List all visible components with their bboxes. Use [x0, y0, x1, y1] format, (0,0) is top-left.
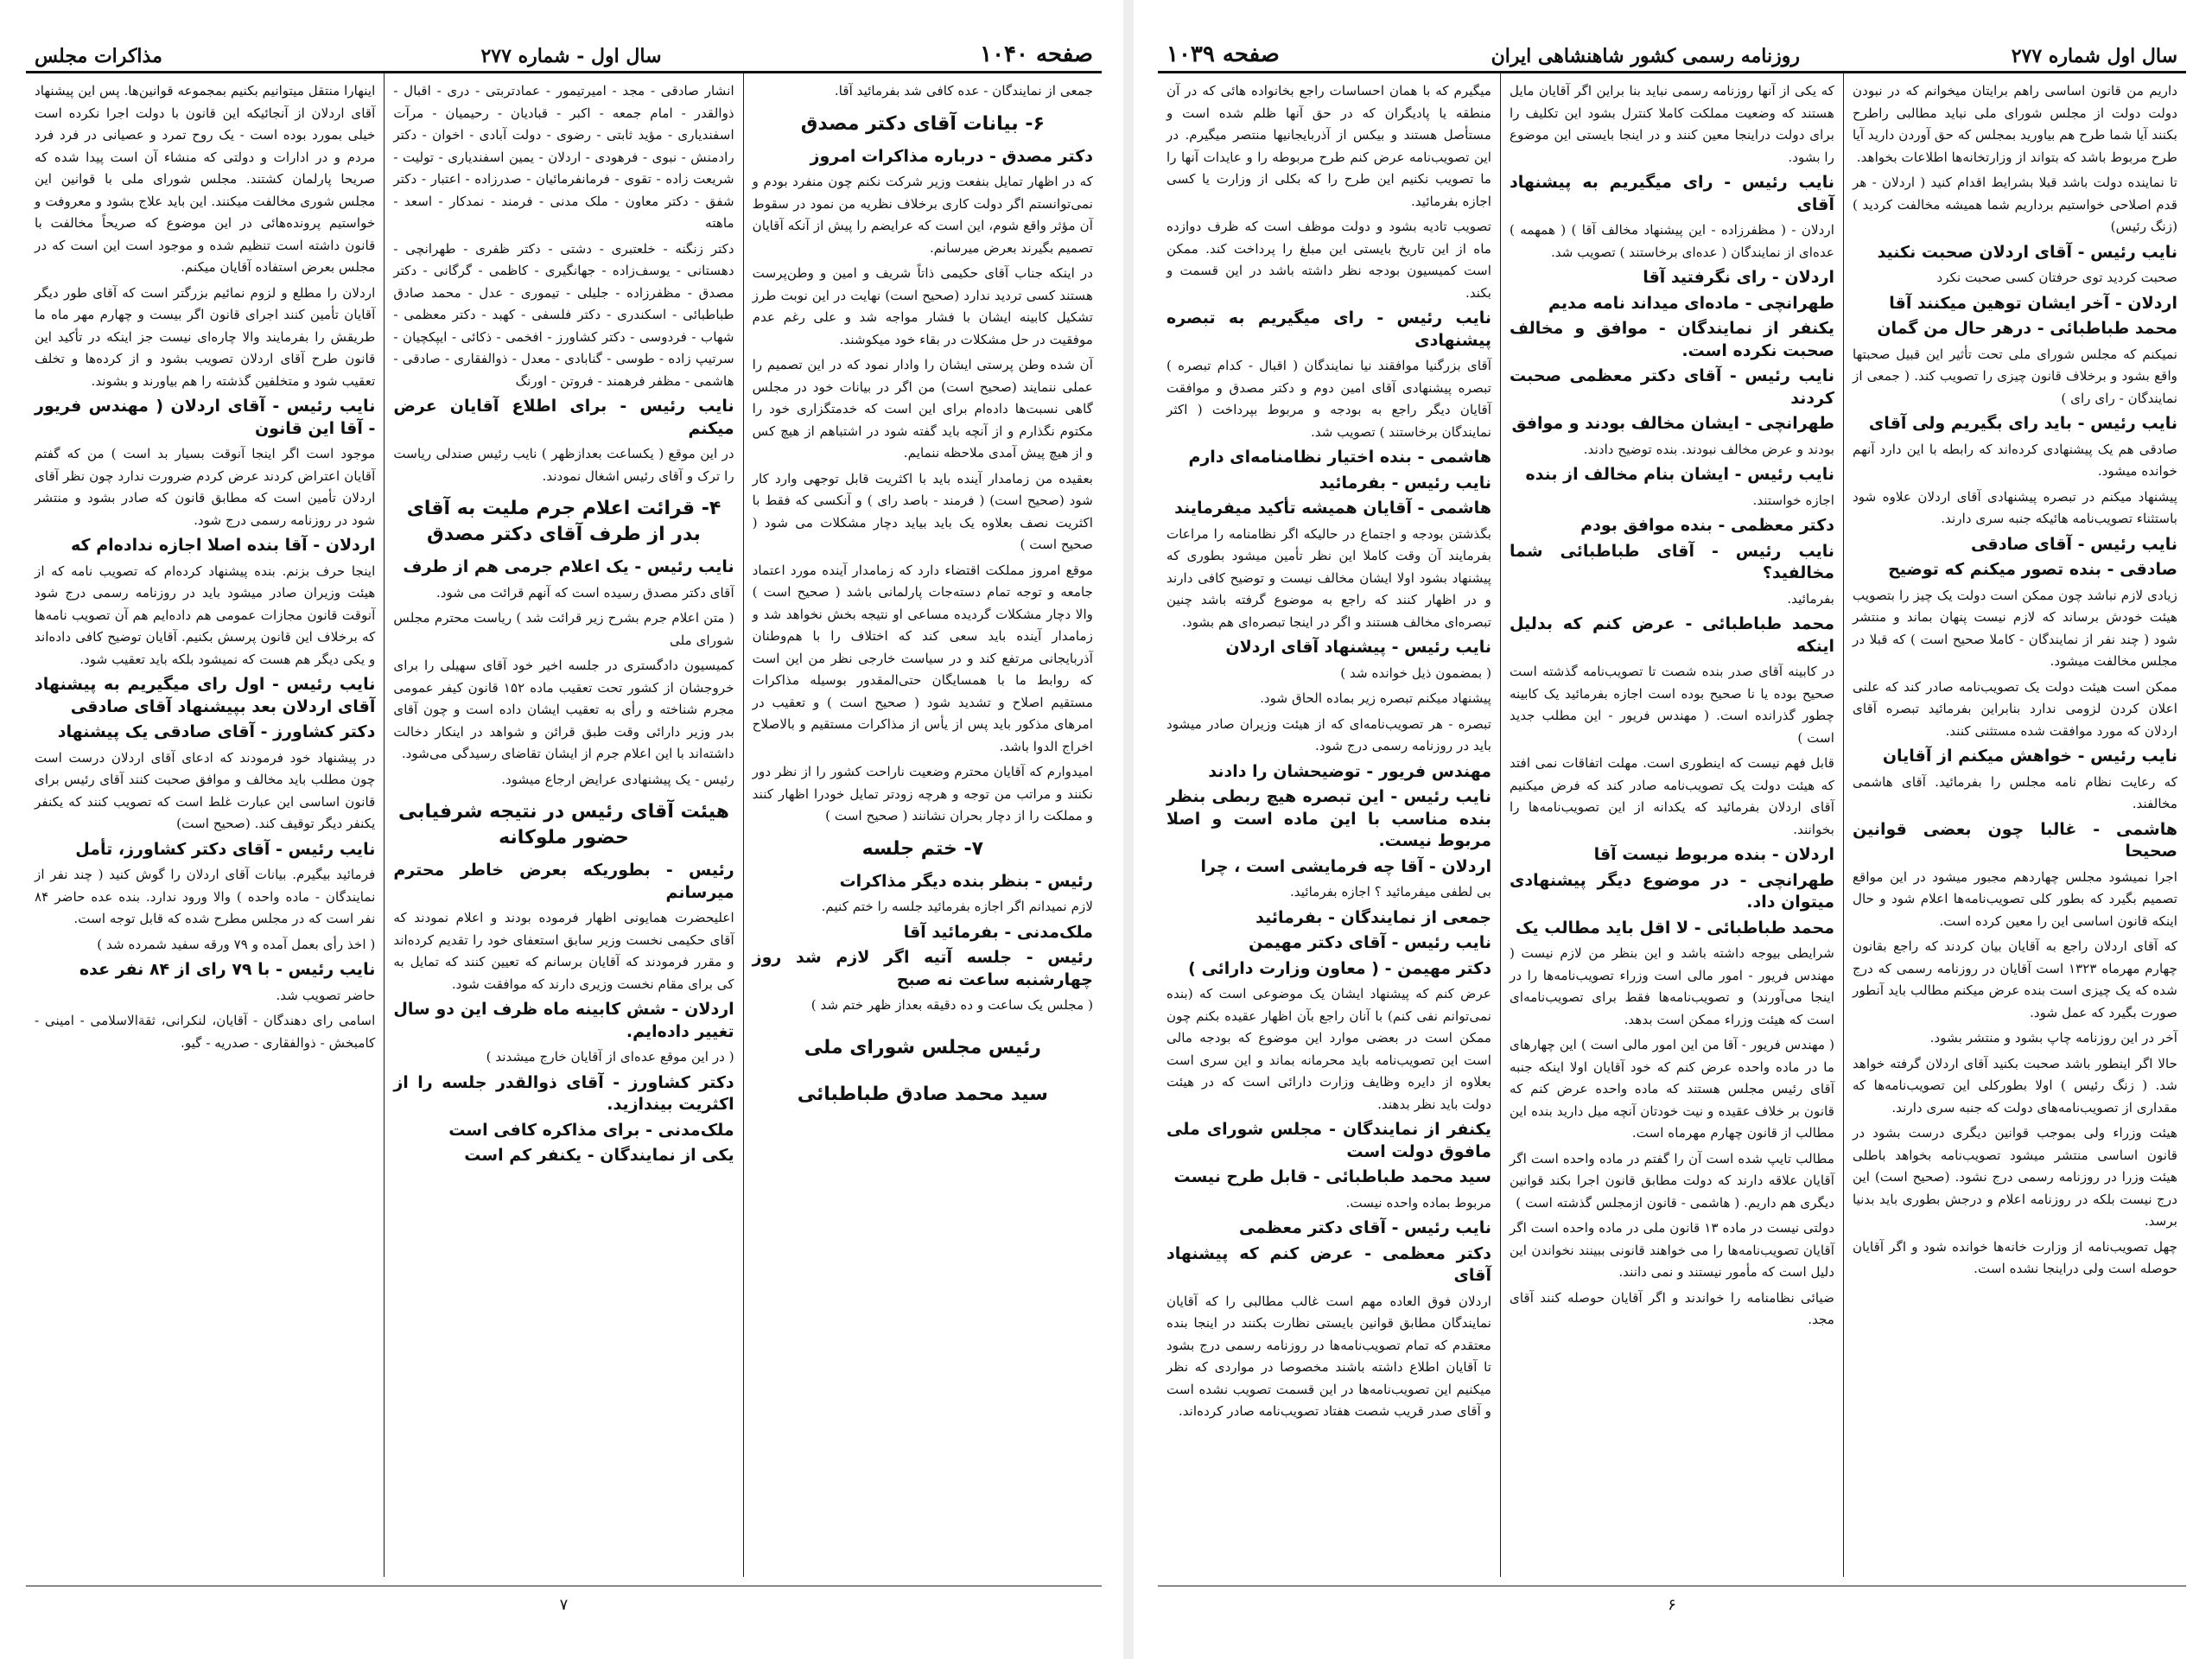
text-paragraph: عرض کنم که پیشنهاد ایشان یک موضوعی است که (بنده نمی‌توانم نفی کنم) با آنان راجع بآن اظهار عقیده بکنم چون ممکن است در بعضی موارد این موضوع که بودجه مالی است این تصویب‌نامه باید محرمانه بماند و این سری است بعلاوه از دایره وظایف وزارت دارائی است که در هیئت دولت باید نظر بدهند.: [1166, 986, 1491, 1112]
text-paragraph: میگیرم که با همان احساسات راجع بخانواده هائی که در آن منطقه یا پادیگران که در حق آنها ظلم شده است و مستأصل هستند و بیکس از آذربایجانیها منتصر میگیرم. در این تصویب‌نامه عرض کنم طرح مربوطه را و عایدات آنها را ما تصویب نکنیم این طرح را که بکلی از وزارت یا کسی اجازه بفرمائید.: [1166, 83, 1491, 209]
text-paragraph: مربوط بماده واحده نیست.: [1345, 1194, 1491, 1211]
speaker-paragraph: دکتر معظمی - عرض کنم که پیشنهاد آقای: [1166, 1243, 1491, 1285]
text-paragraph: آقای دکتر مصدق رسیده است که آنهم قرائت می شود.: [435, 584, 734, 601]
columns: [26, 73, 1102, 1577]
section-heading: ۴- قرائت اعلام جرم ملیت به آقای بدر از طرف آقای دکتر مصدق: [406, 498, 721, 545]
text-paragraph: لازم نمیدانم اگر اجازه بفرمائید جلسه را ختم کنیم.: [821, 899, 1093, 914]
speaker-paragraph: هاشمی - بنده اختیار نظامنامه‌ای دارم: [1188, 448, 1491, 467]
text-paragraph: اردلان - ( مظفرزاده - این پیشنهاد مخالف آقا ) ( همهمه ) عده‌ای از نمایندگان ( عده‌ای برخاستند ) تصویب شد.: [1510, 222, 1834, 260]
left-page: [26, 35, 1102, 1624]
text-paragraph: بی لطفی میفرمائید ؟ اجازه بفرمائید.: [1289, 884, 1491, 899]
speaker-paragraph: اردلان - آقا چه فرمایشی است ، چرا: [1200, 856, 1491, 876]
speaker-paragraph: نایب رئیس - رای میگیریم به تبصره پیشنهادی: [1166, 308, 1491, 350]
speaker-paragraph: نایب رئیس - بفرمائید: [1319, 473, 1491, 493]
page-footer-number: ۶: [1158, 1586, 2186, 1624]
speaker-paragraph: محمد طباطبائی - درهر حال من گمان: [1877, 319, 2177, 338]
text-paragraph: دولتی نیست در ماده ۱۳ قانون ملی در ماده واحده است اگر آقایان تصویب‌نامه‌ها را می خواهند قانونی ببینند نخواندن این دلیل است که مأمور نیستند و نمی دانند.: [1510, 1220, 1834, 1280]
speaker-paragraph: نایب رئیس - آقای طباطبائی شما مخالفید؟: [1510, 541, 1834, 582]
speaker-paragraph: دکتر کشاورز - آقای صادقی یک پیشنهاد: [57, 722, 376, 741]
text-paragraph: پیشنهاد میکنم تبصره زیر بماده الحاق شود.: [1260, 690, 1491, 706]
issue-label: سال اول شماره ۲۷۷: [2011, 45, 2177, 67]
speaker-paragraph: طهرانچی - ایشان مخالف بودند و موافق: [1511, 414, 1834, 433]
speaker-paragraph: نایب رئیس - برای اطلاع آقایان عرض میکنم: [393, 397, 734, 438]
page-gutter: [1123, 0, 1134, 1659]
text-paragraph: در اینکه جناب آقای حکیمی ذاتاً شریف و امین و وطن‌پرست هستند کسی تردید ندارد (صحیح است) نهایت در این نوبت طرز تشکیل کابینه ایشان با فشار مواجه شد و علی رغم عدم موفقیت در حل مشکلات در بقاء خود میکوشند.: [752, 265, 1093, 347]
speaker-paragraph: هاشمی - غالبا چون بعضی قوانین صحیحا: [1853, 819, 2177, 861]
speaker-paragraph: یکنفر از نمایندگان - مجلس شورای ملی مافوق دولت است: [1166, 1120, 1491, 1161]
text-paragraph: بعقیده من زمامدار آینده باید با اکثریت قابل توجهی وارد کار شود (صحیح است) ( فرمند - باصد رای ) و آنکسی که فقط با اکثریت نصف بعلاوه یک باید بیاید دچار مشکلات می شود ( صحیح است ): [752, 470, 1093, 552]
speaker-paragraph: نایب رئیس - این تبصره هیچ ربطی بنظر بنده مناسب با این ماده است و اصلا مربوط نیست.: [1166, 787, 1491, 850]
text-paragraph: هیئت وزراء ولی بموجب قوانین دیگری درست بشود در قانون اساسی منتشر میشود تصویب‌نامه بخواهد باطلی هیئت وزرا در روزنامه رسمی درج نشود. (صحیح است) این درج نیست بلکه در روزنامه اعلام و درجش بطوری باید بدنیا برسد.: [1853, 1125, 2177, 1229]
text-paragraph: که آقای اردلان راجع به آقایان بیان کردند که راجع بقانون چهارم مهرماه ۱۳۲۳ است آقایان در روزنامه رسمی که درج شده که یک چیزی است بنده عرض میکنم مطالب باید آنطور صورت بگیرد که عمل شود.: [1853, 938, 2177, 1020]
text-paragraph: قابل فهم نیست که اینطوری است. مهلت اتفاقات نمی افتد که هیئت دولت یک تصویب‌نامه صادر کند که فرض میکنیم آقای اردلان بفرمائید که یکدانه از این تصویب‌نامه‌ها را بخوانند.: [1510, 755, 1834, 837]
text-paragraph: جمعی از نمایندگان - عده کافی شد بفرمائید آقا.: [834, 83, 1093, 99]
text-paragraph: اردلان فوق العاده مهم است غالب مطالبی را که آقایان نمایندگان مطابق قوانین بایستی نظارت بکنند در اینجا بنده معتقدم که تمام تصویب‌نامه‌ها در روزنامه رسمی درج بشود تا آقایان اطلاع داشته باشند مخصوصا در مواردی که نظر میکنیم این تصویب‌نامه‌ها در این قسمت تصویب نشده است و آقای صدر قریب شصت هفتاد تصویب‌نامه صادر کرده‌اند.: [1166, 1293, 1491, 1419]
speaker-paragraph: طهرانچی - ماده‌ای میداند نامه مدیم: [1548, 293, 1834, 313]
section-label: مذاکرات مجلس: [35, 45, 162, 67]
text-paragraph: داریم من قانون اساسی راهم برایتان میخوانم که در نبودن دولت دولت از مجلس شورای ملی نباید مطالبی راطرح بکنند آیا شما طرح هم بیاورید بمجلس که حق آوردن دارید آیا طرح مربوط باشد که بتواند از وزارتخانه‌ها اطلاعات بخواهد.: [1853, 83, 2177, 165]
page-number-label: صفحه ۱۰۳۹: [1166, 41, 1280, 67]
text-paragraph: موقع امروز مملکت اقتضاء دارد که زمامدار آینده مورد اعتماد جامعه و توجه تمام دسته‌جات پارلمانی باشد ( صحیح است ) والا دچار مشکلات گردیده مساعی او نتیجه بخش نخواهد شد و زمامدار آینده باید سعی کند که اختلاف را با هم‌وطنان آذربایجانی مرتفع کند و در سیاست خارجی نظر من این است که روابط ما با همسایگان حتی‌المقدور بوسیله مذاکرات مستقیم اصلاح و تشدید شود ( صحیح است ) و تعقیب در امرهای مذکور باید پس از یأس از مذاکرات مستقیم و بالاصلاح اخراج الدوا باشد.: [752, 562, 1093, 754]
speaker-paragraph: طهرانچی - در موضوع دیگر پیشنهادی میتوان داد.: [1510, 870, 1834, 912]
speaker-paragraph: یکی از نمایندگان - یکنفر کم است: [464, 1146, 734, 1165]
text-paragraph: ( بمضمون ذیل خوانده شد ): [1340, 664, 1491, 681]
text-paragraph: مطالب تایپ شده است آن را گفتم در ماده واحده است اگر آقایان علاقه دارند که دولت مطابق قانون اجرا بکند قوانین دیگری هم داریم. ( هاشمی - قانون ازمجلس گذشته است ): [1510, 1150, 1834, 1211]
text-paragraph: صادقی هم یک پیشنهادی کرده‌اند که رابطه با این دارد آنهم خوانده میشود.: [1853, 441, 2177, 479]
column-1: [1843, 73, 2186, 1577]
text-paragraph: بودند و عرض مخالف نبودند. بنده توضیح دادند.: [1583, 441, 1834, 457]
page-number-label: صفحه ۱۰۴۰: [980, 41, 1093, 67]
speaker-paragraph: نایب رئیس - باید رای بگیریم ولی آقای: [1868, 414, 2177, 433]
speaker-paragraph: رئیس - جلسه آتیه اگر لازم شد روز چهارشنبه ساعت نه صبح: [752, 948, 1093, 989]
text-paragraph: دکتر زنگنه - خلعتبری - دشتی - دکتر ظفری - طهرانچی - دهستانی - یوسف‌زاده - جهانگیری - کاظمی - گرگانی - دکتر مصدق - مظفرزاده - جلیلی - تیموری - عدل - محمد صادق طباطبائی - اسکندری - دکتر فلسفی - کهبد - دکتر معظمی - شهاب - فردوسی - دکتر کشاورز - افخمی - ذکائی - ایپکچیان - سرتیپ زاده - طوسی - گنابادی - معدل - ذوالفقاری - صادقی - هاشمی - مظفر فرهمند - فروتن - اورنگ: [393, 240, 734, 389]
text-paragraph: چهل تصویب‌نامه از وزارت خانه‌ها خوانده شود و اگر آقایان حوصله است ولی دراینجا نشده است.: [1853, 1238, 2177, 1276]
text-paragraph: پیشنهاد میکنم در تبصره پیشنهادی آقای اردلان علاوه شود باستثناء تصویب‌نامه هائیکه جنبه سری دارند.: [1853, 488, 2177, 526]
speaker-paragraph: محمد طباطبائی - عرض کنم که بدلیل اینکه: [1510, 614, 1834, 656]
text-paragraph: اینجا حرف بزنم. بنده پیشنهاد کرده‌ام که تصویب نامه که از هیئت وزیران صادر میشود باید در روزنامه رسمی درج شود آنوقت قانون مجازات عمومی هم داده‌ایم هم آن تصویب نامه‌ها که برخلاف این قانون پرسش بکنیم. آقایان توضیح کافی داده‌اند و یکی دیگر هم هست که نمیشود بلکه باید تعقیب شود.: [35, 563, 376, 667]
column-3: [1158, 73, 1500, 1577]
speaker-paragraph: اردلان - رای نگرفتید آقا: [1643, 268, 1834, 287]
text-paragraph: بگذشتن بودجه و اجتماع در حالیکه اگر نظامنامه را مراعات بفرمایند آن وقت کاملا این نظر تأمین میشود بطوری که پیشنهاد بشود اولا ایشان مخالف نیست و توضیح کافی دارند و در اظهار کنند که راجع به موضوع گرفته باشد چنین تبصره‌ای مخالف هستند و اگر در اینجا تبصره‌ای هم بشود.: [1166, 525, 1491, 630]
section-heading: ۶- بیانات آقای دکتر مصدق: [800, 112, 1045, 135]
text-paragraph: ممکن است هیئت دولت یک تصویب‌نامه صادر کند که علنی اعلان کردن لزومی ندارد بنابراین بفرمائید تبصره آقای اردلان که مورد موافقت شده مستثنی کنند.: [1853, 678, 2177, 739]
text-paragraph: زیادی لازم نباشد چون ممکن است دولت یک چیز را بتصویب هیئت خودش برساند که لازم نیست پنهان بماند و منتشر شود ( چند نفر از نمایندگان - کاملا صحیح است ) که قبلا در مجلس مخالفت میشود.: [1853, 587, 2177, 669]
page-footer-number: ۷: [26, 1586, 1102, 1624]
text-paragraph: اجرا نمیشود مجلس چهاردهم مجبور میشود در این مواقع تصمیم بگیرد که بطور کلی تصویب‌نامه‌ها اعلام شود و حال اینکه قانون اساسی این را معین کرده است.: [1853, 868, 2177, 929]
text-paragraph: شرایطی بیوجه داشته باشد و این بنظر من لازم نیست ( مهندس فریور - امور مالی است وزراء تصویب‌نامه‌ها را در اینجا می‌آورند) و تصویب‌نامه‌ها فقط برای تصویب‌نامه‌ای است که هیئت وزراء ممکن است بدهد.: [1510, 945, 1834, 1027]
columns: [1158, 73, 2186, 1577]
text-paragraph: در کابینه آقای صدر بنده شصت تا تصویب‌نامه گذشته است صحیح بوده یا نا صحیح بوده است اجازه بفرمائید یک کابینه چطور گذرانده است. ( مهندس فریور - این مطلب جدید است ): [1510, 664, 1834, 746]
text-paragraph: اجازه خواستند.: [1752, 492, 1834, 508]
signature-line: رئیس مجلس شورای ملی: [804, 1036, 1041, 1058]
text-paragraph: که یکی از آنها روزنامه رسمی نباید بنا براین اگر آقایان مایل هستند که وضعیت مملکت کاملا کنترل بشود این تکلیف را برای دولت دراینجا معین کنند و در اینجا بایستی این موضوع را بشود.: [1510, 83, 1834, 165]
newspaper-title: روزنامه رسمی کشور شاهنشاهی ایران: [1491, 45, 1800, 67]
speaker-paragraph: محمد طباطبائی - لا اقل باید مطالب یک: [1516, 918, 1834, 938]
speaker-paragraph: سید محمد طباطبائی - قابل طرح نیست: [1173, 1167, 1491, 1186]
speaker-paragraph: دکتر معظمی - بنده موافق بودم: [1580, 516, 1834, 535]
speaker-paragraph: ملک‌مدنی - برای مذاکره کافی است: [448, 1120, 734, 1140]
column-1: [743, 73, 1102, 1577]
page-header: [26, 35, 1102, 73]
speaker-paragraph: اردلان - شش کابینه ماه ظرف این دو سال تغییر داده‌ایم.: [393, 1000, 734, 1041]
speaker-paragraph: نایب رئیس - اول رای میگیریم به پیشنهاد آقای اردلان بعد بپیشنهاد آقای صادقی: [35, 675, 376, 716]
speaker-paragraph: ملک‌مدنی - بفرمائید آقا: [903, 922, 1093, 942]
speaker-paragraph: هاشمی - آقایان همیشه تأکید میفرمایند: [1174, 499, 1491, 518]
text-paragraph: ( مجلس یک ساعت و ده دقیقه بعداز ظهر ختم شد ): [810, 997, 1093, 1013]
speaker-paragraph: رئیس - بنظر بنده دیگر مذاکرات: [839, 871, 1093, 891]
text-paragraph: بفرمائید.: [1787, 590, 1834, 607]
text-paragraph: آقای بزرگنیا موافقند نیا نمایندگان ( اقبال - کدام تبصره ) تبصره پیشنهادی آقای امین دوم و دکتر مصدق و موافقت آقایان دیگر راجع به بودجه و مربوط بپرداخت ( اکثر نمایندگان برخاستند ) تصویب شد.: [1166, 358, 1491, 440]
speaker-paragraph: اردلان - آخر ایشان توهین میکنند آقا: [1889, 293, 2177, 313]
signature-line: سید محمد صادق طباطبائی: [797, 1083, 1048, 1105]
right-page: [1158, 35, 2186, 1624]
speaker-paragraph: رئیس - بطوریکه بعرض خاطر محترم میرسانم: [393, 861, 734, 902]
text-paragraph: انشار صادقی - مجد - امیرتیمور - عمادتربتی - دری - اقبال - ذوالقدر - امام جمعه - اکبر - قبادیان - رحیمیان - مرآت اسفندیاری - مؤید ثابتی - رضوی - دولت آبادی - اخوان - دکتر رادمنش - نبوی - فرهودی - اردلان - یمین اسفندیاری - تولیت - شریعت زاده - تقوی - فرمانفرمائیان - صدرزاده - اعتبار - دکتر شفق - دکتر معاون - ملک مدنی - فرمند - نمدکار - اسعد - ماهته: [393, 83, 734, 231]
text-paragraph: اسامی رای دهندگان - آقایان، لنکرانی، ثقة‌الاسلامی - امینی - کامبخش - ذوالفقاری - صدریه - گیو.: [35, 1013, 376, 1051]
text-paragraph: که رعایت نظام نامه مجلس را بفرمائید. آقای هاشمی مخالفند.: [1853, 773, 2177, 811]
text-paragraph: که در اظهار تمایل بنفعت وزیر شرکت نکنم چون منفرد بودم و نمی‌توانستم اگر دولت کاری برخلاف نظریه من نمود در سقوط آن مؤثر واقع شوم، این است که عرایضم را پیش از آنکه آقایان تصمیم بگیرند بعرض میرسانم.: [752, 174, 1093, 256]
text-paragraph: اعلیحضرت همایونی اظهار فرموده بودند و اعلام نمودند که آقای حکیمی نخست وزیر سابق استعفای خود را تقدیم کرده‌اند و مقرر فرمودند که آقایان برسانم که تعیین کنند که تمایل به کی برای مقام نخست وزیری دارند که موافقت شود.: [393, 910, 734, 992]
text-paragraph: موجود است اگر اینجا آنوقت بسیار بد است ) من که گفتم آقایان اعتراض کردند عرض کردم ضرورت ندارد چون نظر آقای اردلان تأمین است که مطابق قانون که صادر بشود و منتشر شود در روزنامه رسمی درج شود.: [35, 446, 376, 528]
speaker-paragraph: نایب رئیس - یک اعلام جرمی هم از طرف: [403, 557, 734, 576]
speaker-paragraph: دکتر مصدق - درباره مذاکرات امروز: [810, 146, 1093, 166]
speaker-paragraph: جمعی از نمایندگان - بفرمائید: [1255, 907, 1491, 927]
speaker-paragraph: نایب رئیس - آقای دکتر معظمی صحبت کردند: [1510, 366, 1834, 408]
text-paragraph: در پیشنهاد خود فرمودند که ادعای آقای اردلان درست است چون مطلب باید مخالف و موافق صحبت کنند آقای رئیس برای قانون اساسی این عبارت غلط است که تصویب کنند که یکنفر یکنفر دیگر توقیف کند. (صحیح است): [35, 749, 376, 831]
section-heading: هیئت آقای رئیس در نتیجه شرفیابی حضور ملوکانه: [397, 801, 730, 849]
speaker-paragraph: نایب رئیس - آقای دکتر مهیمن: [1249, 933, 1491, 952]
text-paragraph: حاضر تصویب شد.: [276, 987, 376, 1003]
speaker-paragraph: دکتر مهیمن - ( معاون وزارت دارائی ): [1188, 958, 1491, 978]
speaker-paragraph: مهندس فریور - توضیحشان را دادند: [1208, 761, 1491, 781]
text-paragraph: اینهارا منتقل میتوانیم بکنیم بمجموعه قوانین‌ها. پس این پیشنهاد آقای اردلان از آنجائیکه این قانون با دولت اجرا نکرده است خیلی بمورد بوده است - یک روح تمرد و عصیانی در فرد فرد مردم و در ادارات و دولتی که منشاء آن است پیدا شده که صریحا پارلمان کشتند. مجلس شورای ملی با قوانین این مجلس شوری مخالفت میکنند. این باید علاج بشود و معروفت و خواستیم پرونده‌هائی در این موضوع که صریحاً مخالفت با قانون داشته است تنظیم شده و موجود است این است که در مجلس بعرض استفاده آقایان میکنم.: [35, 83, 376, 275]
text-paragraph: رئیس - یک پیشنهادی عرایض ارجاع میشود.: [501, 771, 734, 787]
text-paragraph: ( متن اعلام جرم بشرح زیر قرائت شد ) ریاست محترم مجلس شورای ملی: [393, 610, 734, 648]
text-paragraph: فرمائید بیگیرم. بیانات آقای اردلان را گوش کنید ( چند نفر از نمایندگان - ماده واحده ) والا ورود ندارد. بنده عده حاضر ۸۴ نفر است که در مجلس مطرح شده که قابل توجه است.: [35, 867, 376, 926]
text-paragraph: کمیسیون دادگستری در جلسه اخیر خود آقای سهیلی را برای خروجشان از کشور تحت تعقیب ماده ۱۵۲ قانون کیفر عمومی مجرم شناخته و رأی به تعقیب ایشان داده است و چون آقای بدر وزیر دارائی وقت طبق قرائن و شواهد در اینکار دخالت داشته‌اند با این اعلام جرم از ایشان تقاضای رسیدگی می‌شود.: [393, 658, 734, 761]
issue-label: سال اول - شماره ۲۷۷: [480, 45, 662, 67]
text-paragraph: تصویب تادیه بشود و دولت موظف است که ظرف دوازده ماه از این تاریخ بایستی این مبلغ را پرداخت کند. ممکن است کمیسیون بودجه نظر داشته باشد در این قسمت و بکند.: [1166, 219, 1491, 301]
text-paragraph: حالا اگر اینطور باشد صحبت بکنید آقای اردلان گرفته خواهد شد. ( زنگ رئیس ) اولا بطورکلی این تصویب‌نامه‌ها که مقداری از تصویب‌نامه‌های دولت که جنبه سری دارند.: [1853, 1055, 2177, 1116]
text-paragraph: ( اخذ رأی بعمل آمده و ۷۹ ورقه سفید شمرده شد ): [97, 936, 376, 952]
speaker-paragraph: نایب رئیس - آقای اردلان صحبت نکنید: [1877, 242, 2177, 262]
column-2: [384, 73, 742, 1577]
column-2: [1500, 73, 1843, 1577]
text-paragraph: تبصره - هر تصویب‌نامه‌ای که از هیئت وزیران صادر میشود باید در روزنامه رسمی درج شود.: [1166, 715, 1491, 753]
speaker-paragraph: اردلان - آقا بنده اصلا اجازه نداده‌ام که: [71, 536, 376, 555]
section-heading: ۷- ختم جلسه: [861, 837, 984, 860]
speaker-paragraph: دکتر کشاورز - آقای ذوالقدر جلسه را از اکثریت بیندازید.: [393, 1072, 734, 1114]
speaker-paragraph: نایب رئیس - با ۷۹ رای از ۸۴ نفر عده: [79, 960, 376, 979]
text-paragraph: آن شده وطن پرستی ایشان را وادار نمود که در این تصمیم را عملی ننمایند (صحیح است) من اگر در بیانات خود در مجلس گاهی نسبت‌ها داده‌ام برای این است که خدمتگزاری خود را مکتوم نگذارم و از آنچه باید گفته شود در اشتباهم از هیچ کس و از هیچ پیش آمدی ملاحظه ننمایم.: [752, 357, 1093, 461]
page-header: [1158, 35, 2186, 73]
text-paragraph: امیدوارم که آقایان محترم وضعیت ناراحت کشور را از نظر دور نکنند و مراتب من توجه و هرچه زودتر تمایل خودرا اظهار کنند و مملکت را از دچار بحران نشانند ( صحیح است ): [752, 764, 1093, 823]
text-paragraph: ( مهندس فریور - آقا من این امور مالی است ) این چهارهای ما در ماده واحده عرض کنم که خود آقایان اولا اینکه جنبه آقای رئیس مجلس هستند که ماده واحده عرض کنم که قانون بر خلاف عقیده و نیت خودتان آنچه میل دارید بنده این مطالب از قانون چهارم مهرماه است.: [1510, 1037, 1834, 1141]
text-paragraph: نمیکنم که مجلس شورای ملی تحت تأثیر این قبیل صحبتها واقع بشود و برخلاف قانون چیزی را تصویب کند. ( جمعی از نمایندگان - رای‌ رای ): [1853, 346, 2177, 406]
speaker-paragraph: نایب رئیس - خواهش میکنم از آقایان: [1882, 747, 2177, 766]
text-paragraph: صحبت کردید توی حرفتان کسی صحبت نکرد: [1936, 270, 2177, 285]
text-paragraph: تا نماینده دولت باشد قبلا بشرایط اقدام کنید ( اردلان - هر قدم اصلاحی خواستیم برداریم شما همیشه مخالفت کردید ) (زنگ رئیس): [1853, 175, 2177, 234]
speaker-paragraph: نایب رئیس - رای میگیریم به پیشنهاد آقای: [1510, 173, 1834, 214]
speaker-paragraph: نایب رئیس - آقای دکتر کشاورز، تأمل: [75, 839, 376, 859]
speaker-paragraph: نایب رئیس - آقای اردلان ( مهندس فریور - آقا این قانون: [35, 397, 376, 438]
text-paragraph: آخر در این روزنامه چاپ بشود و منتشر بشود.: [1929, 1030, 2177, 1046]
text-paragraph: ( در این موقع عده‌ای از آقایان خارج میشدند ): [486, 1049, 734, 1065]
speaker-paragraph: نایب رئیس - آقای دکتر معظمی: [1239, 1218, 1491, 1237]
column-3: [26, 73, 384, 1577]
speaker-paragraph: نایب رئیس - ایشان بنام مخالف از بنده: [1525, 465, 1834, 484]
text-paragraph: ضیائی نظامنامه را خواندند و اگر آقایان حوصله کنند آقای مجد.: [1510, 1289, 1834, 1327]
speaker-paragraph: نایب رئیس - آقای صادقی: [1971, 534, 2177, 554]
speaker-paragraph: صادقی - بنده تصور میکنم که توضیح: [1888, 560, 2177, 579]
text-paragraph: اردلان را مطلع و لزوم نمائیم بزرگتر است که آقای طور دیگر آقایان تأمین کنند اجرای قانون اگر بیست و چهارم مهر ماه ما طریقش را بفرمایند والا چاره‌ای نیست جز اینکه در تأکید این قانون طرح آقای اردلان تصویب بشود و از کرده‌ها و تخلف تعقیب شود و متخلفین گذشته را هم بیاورند و بشوند.: [35, 284, 376, 389]
text-paragraph: در این موقع ( یکساعت بعدازظهر ) نایب رئیس صندلی ریاست را ترک و آقای رئیس اشغال نمودند.: [393, 446, 734, 484]
speaker-paragraph: نایب رئیس - پیشنهاد آقای اردلان: [1225, 638, 1491, 657]
speaker-paragraph: اردلان - بنده مربوط نیست آقا: [1593, 845, 1834, 864]
speaker-paragraph: یکنفر از نمایندگان - موافق و مخالف صحبت نکرده است.: [1510, 319, 1834, 360]
